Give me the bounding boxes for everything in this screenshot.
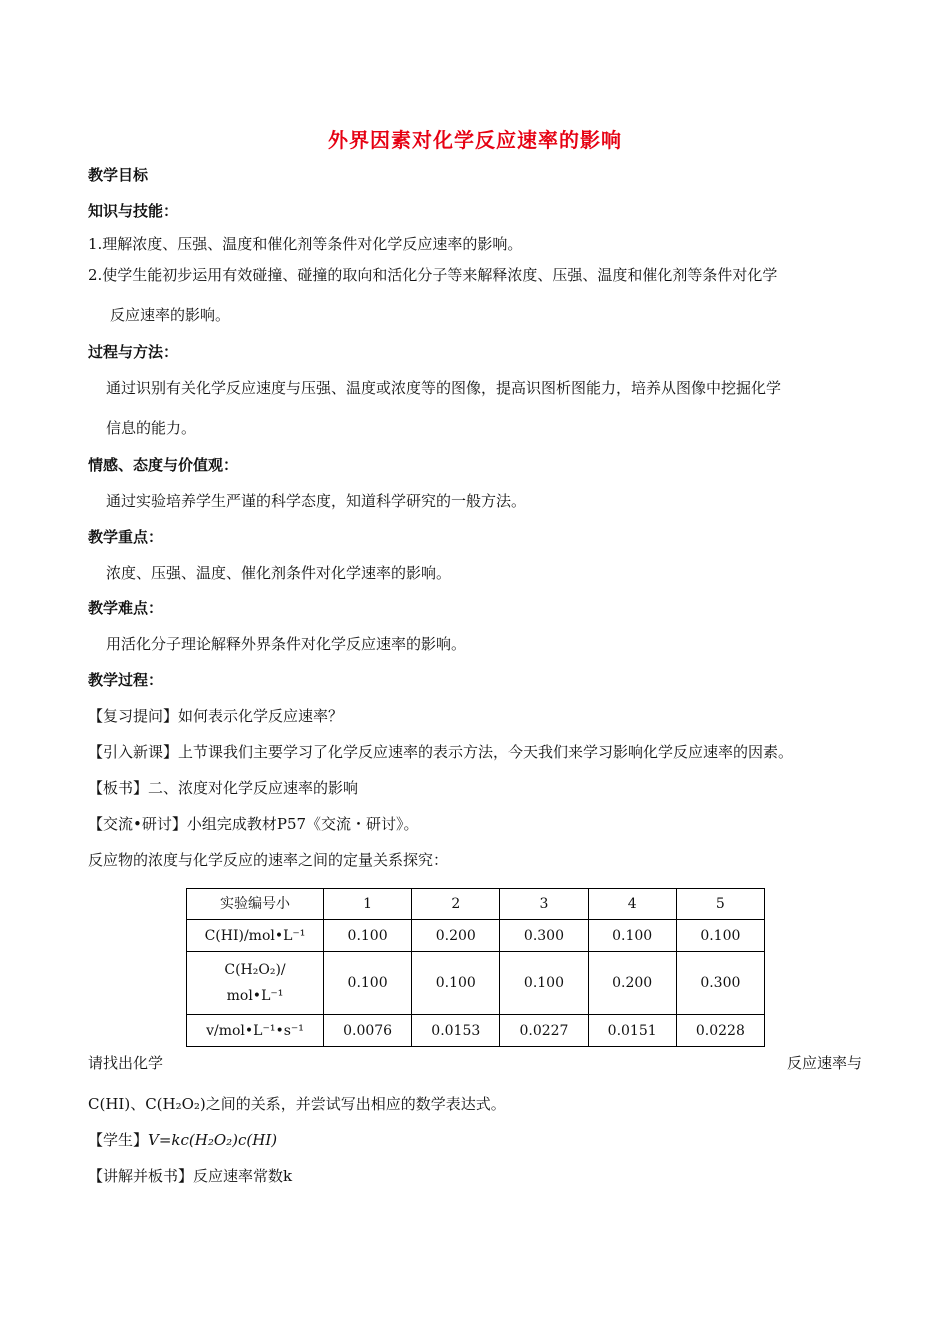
table-cell: 0.100 bbox=[500, 952, 588, 1015]
explain-text: 【讲解并板书】反应速率常数k bbox=[88, 1167, 293, 1185]
knowledge-item-2-cont: 反应速率的影响。 bbox=[110, 306, 231, 324]
table-row bbox=[187, 952, 765, 1015]
heading-emotion: 情感、态度与价值观： bbox=[88, 456, 239, 474]
table-cell: 0.100 bbox=[324, 952, 412, 1015]
table-cell: 0.100 bbox=[412, 952, 500, 1015]
student-label: 【学生】 bbox=[88, 1131, 149, 1149]
experiment-table bbox=[186, 888, 765, 1047]
table-header-cell: 5 bbox=[676, 889, 764, 920]
knowledge-item-1: 1.理解浓度、压强、温度和催化剂等条件对化学反应速率的影响。 bbox=[88, 235, 523, 253]
table-cell: 0.0228 bbox=[676, 1015, 764, 1047]
review-question: 【复习提问】如何表示化学反应速率？ bbox=[88, 707, 344, 725]
key-text: 浓度、压强、温度、催化剂条件对化学速率的影响。 bbox=[106, 564, 452, 582]
student-formula: V=kc(H₂O₂)c(HI) bbox=[148, 1131, 278, 1149]
intro-text: 【引入新课】上节课我们主要学习了化学反应速率的表示方法，今天我们来学习影响化学反应速率的因素。 bbox=[88, 743, 794, 761]
heading-knowledge: 知识与技能： bbox=[88, 202, 179, 220]
table-cell: 0.0227 bbox=[500, 1015, 588, 1047]
row-label-h2o2 bbox=[187, 952, 324, 1015]
explore-text: 反应物的浓度与化学反应的速率之间的定量关系探究： bbox=[88, 851, 449, 869]
table-header-cell: 1 bbox=[324, 889, 412, 920]
board-text: 【板书】二、浓度对化学反应速率的影响 bbox=[88, 779, 359, 797]
knowledge-item-2: 2.使学生能初步运用有效碰撞、碰撞的取向和活化分子等来解释浓度、压强、温度和催化剂等条件对化学 bbox=[88, 266, 778, 284]
table-header-cell: 4 bbox=[588, 889, 676, 920]
row-label-h2o2-line2: mol•L⁻¹ bbox=[226, 988, 284, 1004]
student-line bbox=[88, 1129, 277, 1150]
table-cell: 0.100 bbox=[324, 920, 412, 952]
relation-text: C(HI)、C(H₂O₂)之间的关系，并尝试写出相应的数学表达式。 bbox=[88, 1095, 506, 1113]
process-text-cont: 信息的能力。 bbox=[106, 419, 197, 437]
heading-procedure: 教学过程： bbox=[88, 671, 164, 689]
table-cell: 0.0076 bbox=[324, 1015, 412, 1047]
difficult-text: 用活化分子理论解释外界条件对化学反应速率的影响。 bbox=[106, 635, 467, 653]
table-cell: 0.0153 bbox=[412, 1015, 500, 1047]
table-cell: 0.100 bbox=[588, 920, 676, 952]
row-label-hi: C(HI)/mol•L⁻¹ bbox=[187, 920, 324, 952]
find-text-right: 反应速率与 bbox=[786, 1054, 862, 1072]
heading-goals: 教学目标 bbox=[88, 166, 149, 184]
table-row bbox=[187, 1015, 765, 1047]
heading-process: 过程与方法： bbox=[88, 343, 179, 361]
table-row bbox=[187, 920, 765, 952]
table-cell: 0.100 bbox=[676, 920, 764, 952]
table-cell: 0.0151 bbox=[588, 1015, 676, 1047]
emotion-text: 通过实验培养学生严谨的科学态度，知道科学研究的一般方法。 bbox=[106, 492, 527, 510]
exchange-text: 【交流•研讨】小组完成教材P57《交流・研讨》。 bbox=[88, 815, 419, 833]
heading-difficult: 教学难点： bbox=[88, 599, 164, 617]
find-text-left: 请找出化学 bbox=[88, 1054, 164, 1072]
table-cell: 0.200 bbox=[412, 920, 500, 952]
table-cell: 0.300 bbox=[676, 952, 764, 1015]
table-header-cell: 3 bbox=[500, 889, 588, 920]
process-text: 通过识别有关化学反应速度与压强、温度或浓度等的图像，提高识图析图能力，培养从图像中挖掘化学 bbox=[106, 379, 782, 397]
table-cell: 0.300 bbox=[500, 920, 588, 952]
table-row bbox=[187, 889, 765, 920]
page-title: 外界因素对化学反应速率的影响 bbox=[328, 128, 622, 152]
table-header-cell: 2 bbox=[412, 889, 500, 920]
row-label-h2o2-line1: C(H₂O₂)/ bbox=[224, 962, 286, 978]
row-label-rate: v/mol•L⁻¹•s⁻¹ bbox=[187, 1015, 324, 1047]
heading-key: 教学重点： bbox=[88, 528, 164, 546]
table-cell: 0.200 bbox=[588, 952, 676, 1015]
table-header-cell: 实验编号小 bbox=[187, 889, 324, 920]
